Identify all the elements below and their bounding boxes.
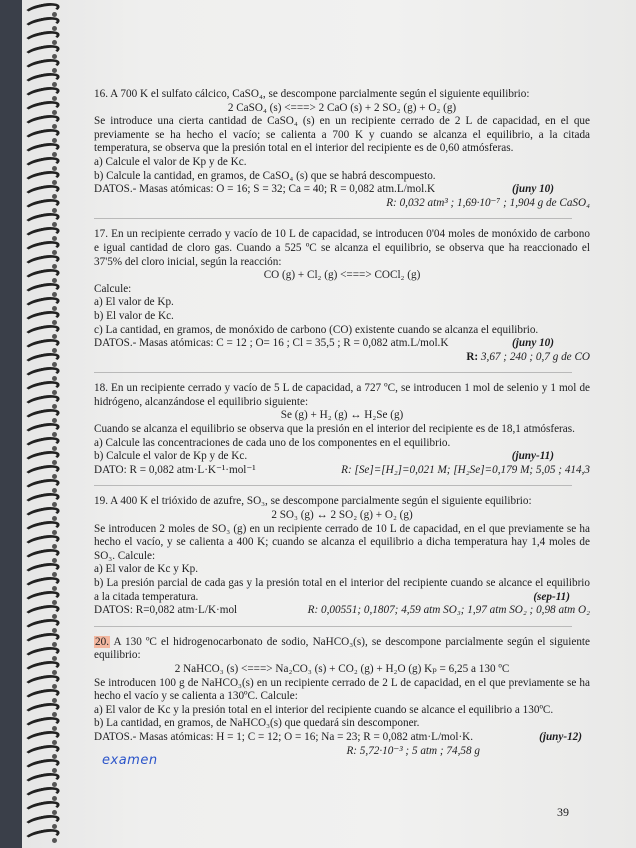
reaction-equation: CO (g) + Cl₂ (g) <===> COCl₂ (g) [263, 269, 421, 282]
answer-label: R: [466, 350, 479, 363]
problem-16 [94, 88, 590, 210]
divider [94, 485, 572, 486]
problem-part: b) El valor de Kc. [94, 309, 174, 322]
answer-text: 0,00551; 0,1807; 4,59 atm SO₃; 1,97 atm SO₂ ; 0,98 atm O₂ [321, 604, 590, 617]
answer-label: R: [341, 463, 352, 476]
exam-date: (juny-12) [539, 730, 582, 743]
problem-part: b) Calcule la cantidad, en gramos, de CaSO₄ (s) que se habrá descompuesto. [94, 169, 436, 182]
answer-text: [Se]=[H₂]=0,021 M; [H₂Se]=0,179 M; 5,05 ; 414,3 [354, 463, 590, 476]
problem-19 [94, 495, 590, 617]
datos-row [94, 450, 590, 464]
datos-text: DATOS.- Masas atómicas: C = 12 ; O= 16 ; Cl = 35,5 ; R = 0,082 atm.L/mol.K [94, 337, 449, 350]
datos-text: DATOS: R=0,082 atm·L/K·mol [94, 604, 238, 617]
datos-text: DATO: R = 0,082 atm·L·K⁻¹·mol⁻¹ [94, 463, 256, 476]
problem-17 [94, 228, 590, 364]
reaction-equation: 2 SO₃ (g) ↔ 2 SO₂ (g) + O₂ (g) [271, 509, 413, 522]
problem-text: Se introduce una cierta cantidad de CaSO₄ (s) en un recipiente cerrado de 2 L de capacidad, en el que previamente se ha hecho el vacío; se calienta a 700 K y cuando se alcanza el equilibrio, a la citada temperatura, se observa que la presión total en el interior del recipiente es de 0,60 atmósferas. [94, 115, 590, 155]
problem-text: Cuando se alcanza el equilibrio se observa que la presión en el interior del recipiente es de 18,1 atmósferas. [94, 423, 575, 436]
problem-intro: 17. En un recipiente cerrado y vacío de 10 L de capacidad, se introducen 0'04 moles de monóxido de carbono e igual cantidad de cloro gas. Cuando a 525 ºC se alcanza el equilibrio, se observa que ha reaccionado el 37'5% del cloro inicial, según la reacción: [94, 228, 590, 268]
problem-intro-text: A 130 ºC el hidrogenocarbonato de sodio, NaHCO₃(s), se descompone parcialmente según el siguiente equilibrio: [94, 635, 590, 662]
answer-label: R: [386, 196, 397, 209]
datos-text: DATOS.- Masas atómicas: H = 1; C = 12; O = 16; Na = 23; R = 0,082 atm·L/mol·K. [94, 730, 474, 743]
answer-text: 5,72·10⁻³ ; 5 atm ; 74,58 g [359, 744, 480, 757]
problem-part: b) La presión parcial de cada gas y la presión total en el interior del recipiente cuando se alcance el equilibrio a la citada temperatura. (sep-11) [94, 577, 590, 603]
datos-row [94, 604, 590, 618]
datos-row [94, 464, 590, 478]
problem-intro: 18. En un recipiente cerrado y vacío de 5 L de capacidad, a 727 ºC, se introducen 1 mol de selenio y 1 mol de hidrógeno, alcanzándose el equilibrio siguiente: [94, 382, 590, 408]
problem-part: b) La cantidad, en gramos, de NaHCO₃(s) que quedará sin descomponer. [94, 717, 420, 730]
datos-text: DATOS.- Masas atómicas: O = 16; S = 32; Ca = 40; R = 0,082 atm.L/mol.K [94, 183, 436, 196]
problem-text: Calcule: [94, 282, 132, 295]
problem-text: Se introducen 2 moles de SO₃ (g) en un recipiente cerrado de 10 L de capacidad, en el que previamente se ha hecho el vacío, y se calienta a 400 K; cuando se alcanza el equilibrio a dicha temperatura hay 1,4 moles de SO₃. Calcule: [94, 522, 590, 562]
handwritten-note: examen [102, 753, 158, 768]
answer-text: 3,67 ; 240 ; 0,7 g de CO [480, 350, 590, 363]
notebook-page [22, 0, 636, 848]
datos-row [94, 337, 590, 351]
problem-text: Se introducen 100 g de NaHCO₃(s) en un recipiente cerrado de 2 L de capacidad, en el que previamente se ha hecho el vacío y se calienta a 130ºC. Calcule: [94, 676, 590, 703]
divider [94, 372, 572, 373]
problem-part: c) La cantidad, en gramos, de monóxido de carbono (CO) existente cuando se alcanza el equilibrio. [94, 323, 539, 336]
problem-intro: 19. A 400 K el trióxido de azufre, SO₃, se descompone parcialmente según el siguiente equilibrio: [94, 495, 532, 508]
problem-part: a) Calcule las concentraciones de cada uno de los componentes en el equilibrio. [94, 436, 451, 449]
datos-row [94, 183, 590, 197]
problem-part: b) Calcule el valor de Kp y de Kc. [94, 450, 248, 463]
answer-line [94, 351, 590, 365]
problem-20 [94, 636, 590, 758]
punch-hole [52, 838, 57, 843]
answer-text: 0,032 atm³ ; 1,69·10⁻⁷ ; 1,904 g de CaSO₄ [399, 196, 590, 209]
exam-date-inline: (sep-11) [533, 590, 570, 603]
reaction-equation: Se (g) + H₂ (g) ↔ H₂Se (g) [280, 409, 404, 422]
page-content [94, 88, 590, 758]
problem-intro [94, 636, 590, 663]
highlighted-number: 20. [95, 635, 109, 648]
answer-line [341, 464, 590, 478]
problem-part: a) Calcule el valor de Kp y de Kc. [94, 155, 247, 168]
problem-part: a) El valor de Kp. [94, 296, 174, 309]
divider [94, 218, 572, 219]
reaction-equation: 2 CaSO₄ (s) <===> 2 CaO (s) + 2 SO₂ (g) + O₂ (g) [227, 101, 457, 114]
exam-date: (juny 10) [512, 183, 554, 196]
answer-line [94, 197, 590, 211]
reaction-equation: 2 NaHCO₃ (s) <===> Na₂CO₃ (s) + CO₂ (g) + H₂O (g) Kₚ = 6,25 a 130 ºC [174, 662, 510, 675]
datos-row [94, 731, 590, 745]
exam-date: (juny-11) [511, 450, 554, 463]
problem-part: a) El valor de Kc y la presión total en el interior del recipiente cuando se alcance el equilibrio a 130ºC. [94, 703, 554, 716]
divider [94, 626, 572, 627]
problem-part: a) El valor de Kc y Kp. [94, 563, 199, 576]
answer-label: R: [346, 744, 357, 757]
exam-date: (juny 10) [512, 337, 554, 350]
problem-intro: 16. A 700 K el sulfato cálcico, CaSO₄, se descompone parcialmente según el siguiente equilibrio: [94, 88, 530, 100]
problem-18 [94, 382, 590, 477]
page-number: 39 [557, 805, 569, 819]
spiral-binding [22, 0, 66, 848]
answer-label: R: [307, 604, 319, 617]
answer-line [308, 604, 590, 618]
